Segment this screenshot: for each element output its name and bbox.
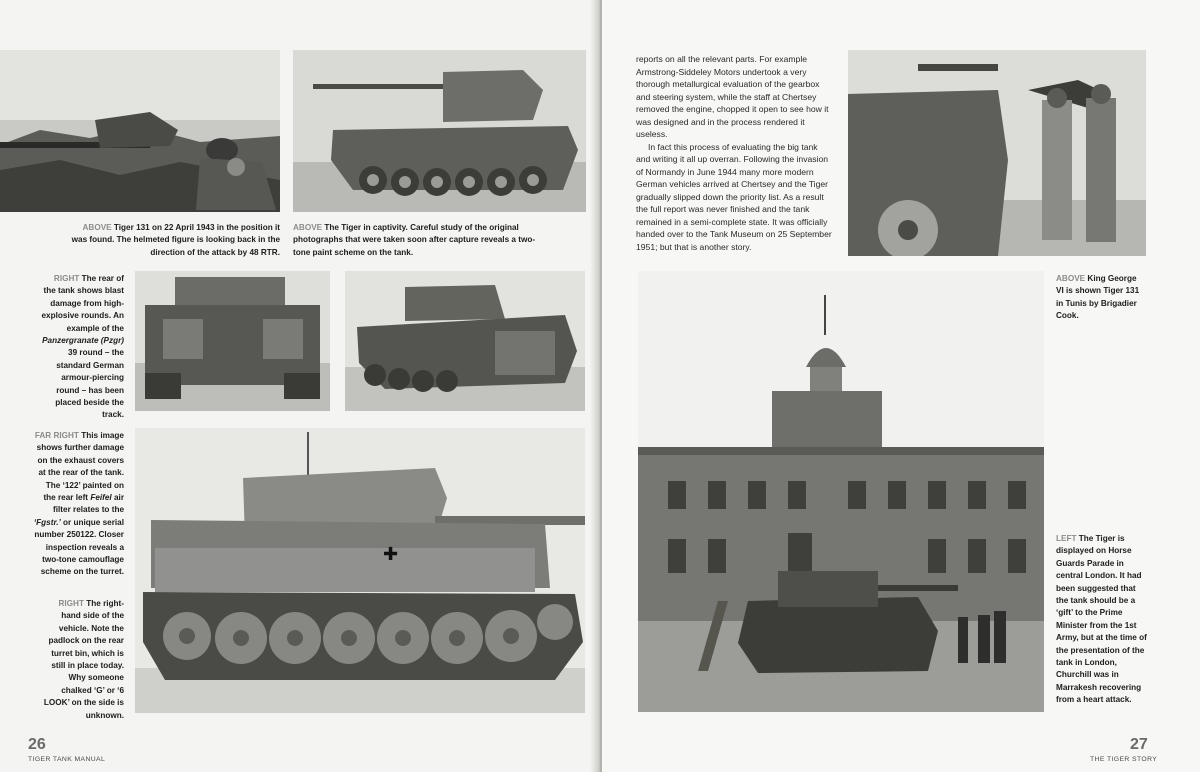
caption-keyword: ABOVE bbox=[293, 223, 323, 232]
caption-text: King George VI is shown Tiger 131 in Tunis by Brigadier Cook. bbox=[1056, 274, 1140, 321]
caption-keyword: LEFT bbox=[1056, 534, 1077, 543]
body-paragraph-1: reports on all the relevant parts. For example Armstrong-Siddeley Motors undertook a very thorough metallurgical evaluation of the gearbox and steering system, while the staff at Chertsey removed the engine, chopped it open to see how it was designed and in the process rendered it useless. bbox=[636, 54, 829, 139]
photo-tiger-found-position bbox=[0, 50, 280, 212]
body-text-column bbox=[636, 53, 832, 253]
caption-keyword: ABOVE bbox=[1056, 274, 1086, 283]
caption-above-captivity bbox=[293, 222, 538, 259]
caption-above-king-george bbox=[1056, 273, 1146, 323]
caption-italic-term: ‘Fgstr.’ bbox=[33, 517, 61, 527]
photo-tank-rear bbox=[135, 271, 330, 411]
photo-horse-guards-parade bbox=[638, 271, 1044, 712]
caption-text: 39 round – the standard German armour-piercing round – has been placed beside the track. bbox=[55, 348, 124, 420]
caption-text: Tiger 131 on 22 April 1943 in the position it was found. The helmeted figure is looking back in the direction of the attack by 48 RTR. bbox=[71, 223, 280, 257]
caption-left-horse-guards bbox=[1056, 533, 1148, 707]
caption-italic-term: Feifel bbox=[90, 493, 112, 503]
svg-text:✚: ✚ bbox=[383, 544, 399, 565]
caption-keyword: RIGHT bbox=[53, 274, 80, 283]
photo-tiger-captivity bbox=[293, 50, 586, 212]
page-number-left: 26 bbox=[28, 736, 46, 753]
caption-far-right-exhaust bbox=[32, 430, 124, 579]
caption-text: The right-hand side of the vehicle. Note the padlock on the rear turret bin, which is still in place today. Why someone chalked ‘G’ or ‘6 LOOK’ on the side is unknown. bbox=[43, 599, 124, 720]
photo-exhaust-damage bbox=[345, 271, 585, 411]
page-number-right: 27 bbox=[1130, 736, 1148, 753]
caption-text: The Tiger in captivity. Careful study of the original photographs that were taken soon after capture reveals a two-tone paint scheme on the tank. bbox=[293, 223, 536, 257]
right-page bbox=[602, 0, 1200, 772]
body-paragraph-2: In fact this process of evaluating the big tank and writing it all up overran. Following the invasion of Normandy in June 1944 many more modern German vehicles arrived at Chertsey and the Tiger gradually slipped down the priority list. As a result the full report was never finished and the tank remained in a semi-complete state. It was officially handed over to the Tank Museum on 25 September 1951; but that is another story. bbox=[636, 141, 832, 252]
caption-keyword: FAR RIGHT bbox=[34, 431, 79, 440]
caption-text: This image shows further damage on the exhaust covers at the rear of the tank. The ‘122’ painted on the rear left bbox=[36, 431, 124, 503]
caption-italic-term: (Pzgr) bbox=[100, 336, 124, 346]
caption-text: The Tiger is displayed on Horse Guards Parade in central London. It had been suggested that the tank should be a ‘gift’ to the Prime Minister from the 1st Army, but at the time of the presentation of the tank in London, Churchill was in Marrakesh recovering from a heart attack. bbox=[1056, 534, 1147, 705]
caption-above-tiger-131 bbox=[70, 222, 280, 259]
running-head-left: TIGER TANK MANUAL bbox=[28, 756, 106, 763]
caption-text: air filter relates to the bbox=[53, 493, 124, 515]
caption-keyword: ABOVE bbox=[82, 223, 112, 232]
caption-italic-term: Panzergranate bbox=[42, 336, 99, 346]
caption-text: The rear of the tank shows blast damage from high-explosive rounds. An example of the bbox=[41, 274, 124, 333]
caption-keyword: RIGHT bbox=[58, 599, 84, 608]
photo-tiger-right-side bbox=[135, 428, 585, 713]
caption-right-hand-side bbox=[40, 598, 124, 722]
caption-right-rear-damage bbox=[40, 273, 124, 422]
caption-text: or unique serial number 250122. Closer inspection reveals a two-tone camouflage scheme on the turret. bbox=[34, 517, 124, 577]
photo-king-george-vi bbox=[848, 50, 1146, 256]
running-head-right: THE TIGER STORY bbox=[1090, 756, 1158, 763]
left-page bbox=[0, 0, 598, 772]
